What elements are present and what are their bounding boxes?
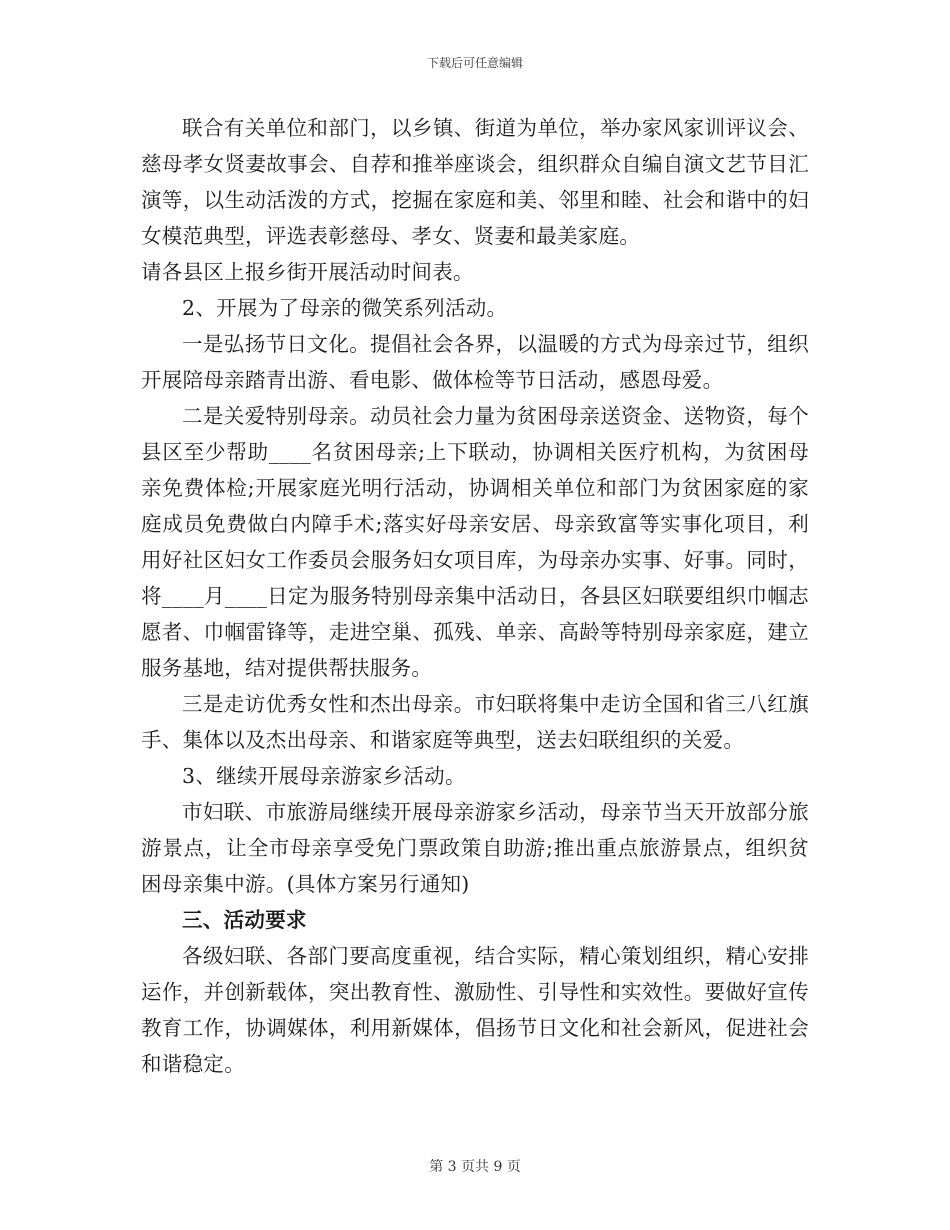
paragraph-activities-intro: 联合有关单位和部门，以乡镇、街道为单位，举办家风家训评议会、慈母孝女贤妻故事会、自荐和推举座谈会，组织群众自编自演文艺节目汇演等，以生动活泼的方式，挖掘在家庭和美、邻里和睦、社会和谐中的妇女模范典型，评选表彰慈母、孝女、贤妻和最美家庭。 [141, 116, 809, 248]
paragraph-tourism-activity: 市妇联、市旅游局继续开展母亲游家乡活动，母亲节当天开放部分旅游景点，让全市母亲享受免门票政策自助游;推出重点旅游景点，组织贫困母亲集中游。(具体方案另行通知) [141, 800, 809, 896]
paragraph-schedule-request: 请各县区上报乡街开展活动时间表。 [141, 260, 474, 284]
page-header: 下载后可任意编辑 [426, 56, 523, 70]
paragraph-festival-culture: 一是弘扬节日文化。提倡社会各界，以温暖的方式为母亲过节，组织开展陪母亲踏青出游、看电影、做体检等节日活动，感恩母爱。 [141, 332, 809, 392]
paragraph-care-special-mothers: 二是关爱特别母亲。动员社会力量为贫困母亲送资金、送物资，每个县区至少帮助____名贫困母亲;上下联动，协调相关医疗机构，为贫困母亲免费体检;开展家庭光明行活动，协调相关单位和部门为贫困家庭的家庭成员免费做白内障手术;落实好母亲安居、母亲致富等实事化项目，利用好社区妇女工作委员会服务妇女项目库，为母亲办实事、好事。同时，将____月____日定为服务特别母亲集中活动日，各县区妇联要组织巾帼志愿者、巾帼雷锋等，走进空巢、孤残、单亲、高龄等特别母亲家庭，建立服务基地，结对提供帮扶服务。 [141, 404, 809, 680]
item-mother-smile-series: 2、开展为了母亲的微笑系列活动。 [182, 296, 508, 320]
paragraph-requirements: 各级妇联、各部门要高度重视，结合实际，精心策划组织，精心安排运作，并创新载体，突出教育性、激励性、引导性和实效性。要做好宣传教育工作，协调媒体，利用新媒体，倡扬节日文化和社会新风，促进社会和谐稳定。 [141, 944, 809, 1076]
item-mother-hometown-tour: 3、继续开展母亲游家乡活动。 [182, 764, 466, 788]
section-heading-requirements: 三、活动要求 [182, 908, 307, 932]
page-footer: 第 3 页共 9 页 [429, 1159, 521, 1175]
document-body [141, 110, 809, 1082]
paragraph-visit-outstanding-women: 三是走访优秀女性和杰出母亲。市妇联将集中走访全国和省三八红旗手、集体以及杰出母亲、和谐家庭等典型，送去妇联组织的关爱。 [141, 692, 809, 752]
